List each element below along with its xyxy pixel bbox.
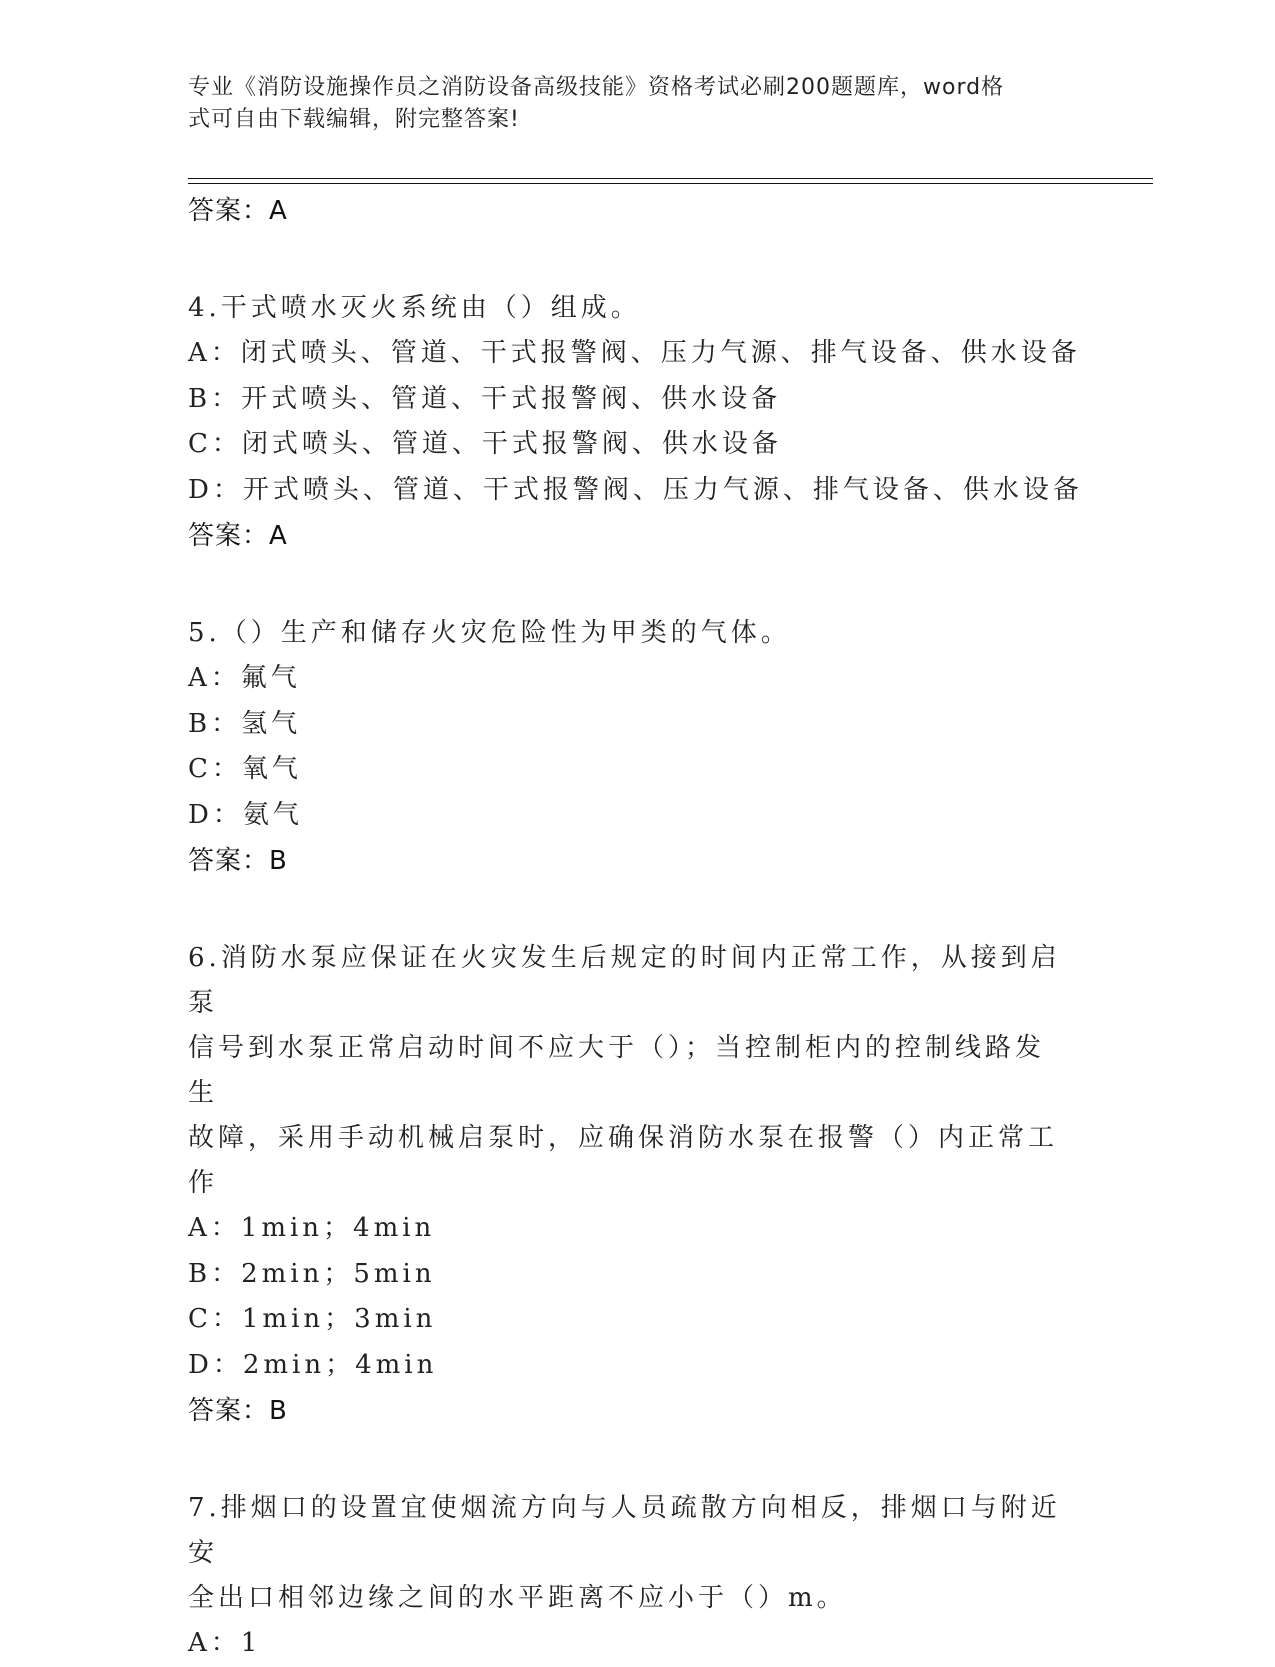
option-c: C：氧气: [188, 754, 302, 784]
option-d: D：开式喷头、管道、干式报警阀、压力气源、排气设备、供水设备: [188, 474, 1083, 505]
answer-line: 答案：B: [188, 846, 288, 876]
question-stem: 5.（）生产和储存火灾危险性为甲类的气体。: [188, 618, 791, 648]
intro-line-1: 专业《消防设施操作员之消防设备高级技能》资格考试必刷200题题库，word格: [188, 75, 1005, 100]
question-item: [188, 611, 1068, 884]
question-stem-line: 信号到水泵正常启动时间不应大于（）；当控制柜内的控制线路发生: [188, 1033, 1046, 1108]
question-stem-line: 7.排烟口的设置宜使烟流方向与人员疏散方向相反，排烟口与附近安: [188, 1493, 1061, 1568]
header-divider-bottom: [188, 183, 1153, 184]
option-a: A：闭式喷头、管道、干式报警阀、压力气源、排气设备、供水设备: [188, 338, 1081, 368]
question-stem: 4.干式喷水灭火系统由（）组成。: [188, 293, 641, 323]
option-d: D：氨气: [188, 799, 303, 830]
answer-line: 答案：A: [188, 521, 288, 551]
answer-line: 答案：B: [188, 1396, 288, 1426]
document-intro: [188, 72, 1068, 136]
option-b: B：氢气: [188, 708, 302, 739]
question-stem-line: 6.消防水泵应保证在火灾发生后规定的时间内正常工作，从接到启泵: [188, 943, 1061, 1018]
header-divider-top: [188, 178, 1153, 179]
question-item: [188, 1486, 1068, 1667]
question-item: [188, 936, 1068, 1434]
option-a: A：氟气: [188, 663, 301, 693]
option-d: D：2min；4min: [188, 1349, 438, 1380]
option-a: A：1: [188, 1628, 262, 1658]
question-list: [188, 188, 1083, 1667]
intro-line-2: 式可自由下载编辑，附完整答案!: [188, 107, 520, 132]
option-c: C：1min；3min: [188, 1304, 437, 1334]
option-b: B：开式喷头、管道、干式报警阀、供水设备: [188, 383, 782, 414]
option-c: C：闭式喷头、管道、干式报警阀、供水设备: [188, 429, 782, 459]
option-b: B：2min；5min: [188, 1258, 436, 1289]
answer-line: 答案：A: [188, 196, 288, 226]
question-item: [188, 286, 1083, 559]
option-a: A：1min；4min: [188, 1213, 436, 1243]
question-stem-line: 故障，采用手动机械启泵时，应确保消防水泵在报警（）内正常工作: [188, 1123, 1059, 1198]
question-stem-line: 全出口相邻边缘之间的水平距离不应小于（）m。: [188, 1583, 847, 1613]
